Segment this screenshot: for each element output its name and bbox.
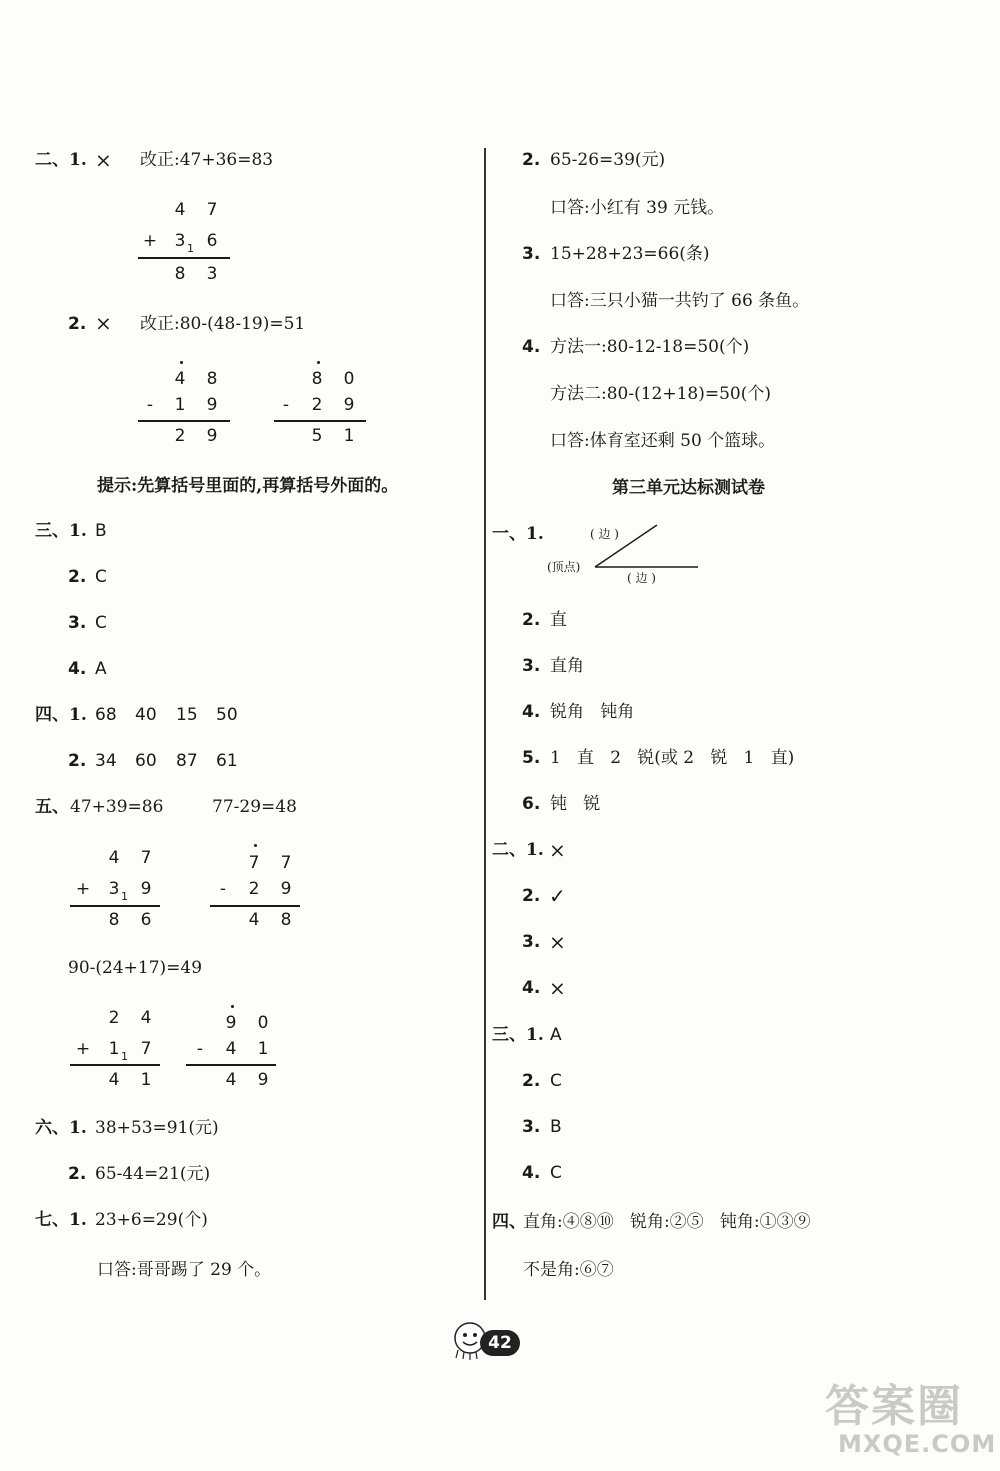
answer: 锐角 钝角 xyxy=(550,702,635,722)
unit-section-4-label: 四、 xyxy=(492,1212,526,1232)
section-4-label: 四、1. xyxy=(35,705,87,725)
question-number: 2. xyxy=(68,314,87,334)
answer: 1 直 2 锐(或 2 锐 1 直) xyxy=(550,748,795,768)
section-7-label: 七、1. xyxy=(35,1210,87,1230)
equation: 23+6=29(个) xyxy=(95,1210,208,1230)
page-number: 42 xyxy=(480,1330,520,1356)
answer: C xyxy=(95,613,107,633)
equation: 65-44=21(元) xyxy=(95,1164,211,1184)
answer: B xyxy=(550,1117,562,1137)
watermark-url: MXQE.COM xyxy=(838,1430,997,1458)
section-2-label: 二、1. xyxy=(35,150,87,170)
column-divider xyxy=(484,148,486,1300)
edge-label: ( 边 ) xyxy=(590,527,619,541)
answer: C xyxy=(550,1163,562,1183)
section-6-label: 六、1. xyxy=(35,1118,87,1138)
equation: 77-29=48 xyxy=(212,797,297,817)
wrong-mark: × xyxy=(549,838,566,862)
method-1: 方法一:80-12-18=50(个) xyxy=(550,337,750,357)
oral-answer: 口答:三只小猫一共钓了 66 条鱼。 xyxy=(550,291,810,311)
answer: C xyxy=(95,567,107,587)
answer: C xyxy=(550,1071,562,1091)
correction-text: 改正:47+36=83 xyxy=(140,150,274,170)
section-5-label: 五、 xyxy=(35,797,69,817)
unit-section-2-label: 二、1. xyxy=(492,840,544,860)
question-number: 6. xyxy=(522,794,541,814)
equation: 15+28+23=66(条) xyxy=(550,244,710,264)
unit-section-1-label: 一、1. xyxy=(492,524,544,544)
question-number: 5. xyxy=(522,748,541,768)
answer: 直 xyxy=(550,610,567,630)
watermark-logo: 答案圈 xyxy=(825,1381,963,1432)
unit-section-3-label: 三、1. xyxy=(492,1025,544,1045)
vertex-label: (顶点) xyxy=(547,560,581,574)
check-mark: ✓ xyxy=(549,884,566,908)
answer: 钝 锐 xyxy=(550,794,601,814)
oral-answer: 口答:体育室还剩 50 个篮球。 xyxy=(550,431,776,451)
unit-test-title: 第三单元达标测试卷 xyxy=(612,478,765,498)
wrong-mark: × xyxy=(549,976,566,1000)
wrong-mark: × xyxy=(95,311,112,335)
oral-answer: 口答:哥哥踢了 29 个。 xyxy=(97,1260,272,1280)
section-3-label: 三、1. xyxy=(35,521,87,541)
answer: A xyxy=(550,1025,562,1045)
equation: 65-26=39(元) xyxy=(550,150,666,170)
answer: B xyxy=(95,521,107,541)
answer: A xyxy=(95,659,107,679)
hint-text: 提示:先算括号里面的,再算括号外面的。 xyxy=(97,476,399,496)
method-2: 方法二:80-(12+18)=50(个) xyxy=(550,384,772,404)
answer: 直角 xyxy=(550,656,584,676)
equation: 38+53=91(元) xyxy=(95,1118,219,1138)
wrong-mark: × xyxy=(549,930,566,954)
equation: 47+39=86 xyxy=(70,797,164,817)
not-angle-answer: 不是角:⑥⑦ xyxy=(523,1260,614,1280)
edge-label: ( 边 ) xyxy=(627,571,656,585)
equation: 90-(24+17)=49 xyxy=(68,958,203,978)
wrong-mark: × xyxy=(95,148,112,172)
oral-answer: 口答:小红有 39 元钱。 xyxy=(550,198,725,218)
correction-text: 改正:80-(48-19)=51 xyxy=(140,314,306,334)
angle-classification: 直角:④⑧⑩ 锐角:②⑤ 钝角:①③⑨ xyxy=(523,1212,811,1232)
